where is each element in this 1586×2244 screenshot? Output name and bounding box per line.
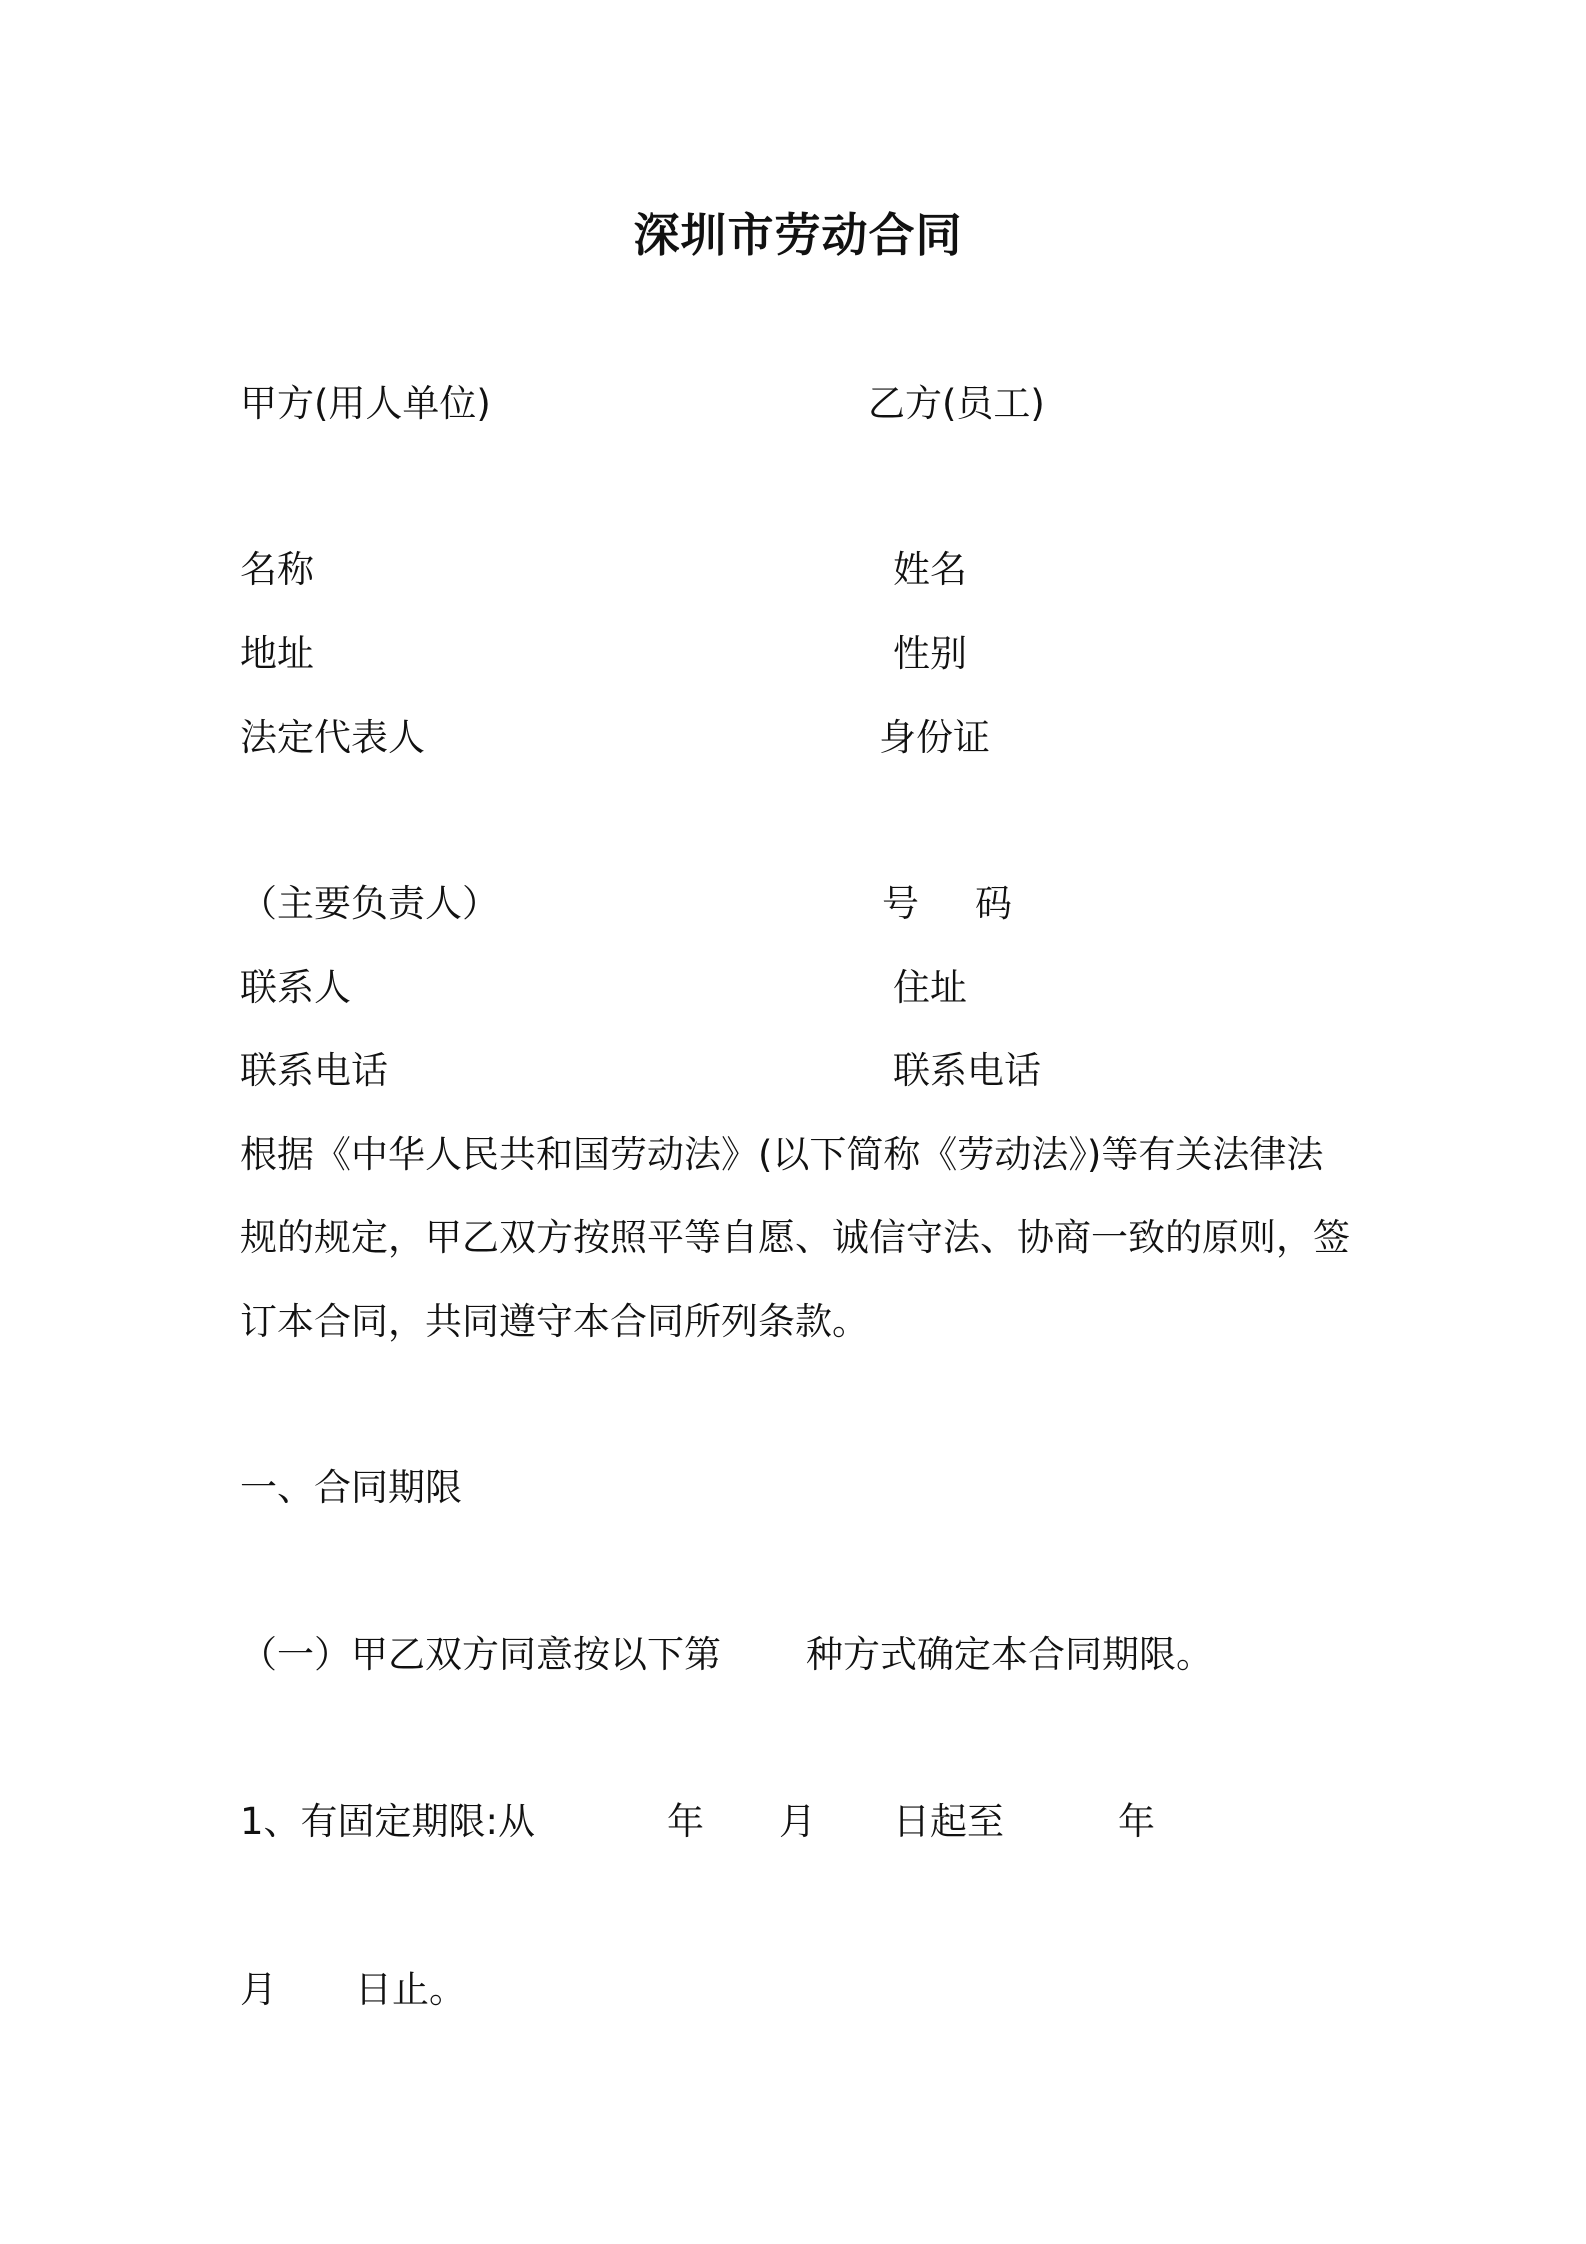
item-1-year1: 年	[667, 1800, 704, 1843]
item-1-month2: 月	[240, 1968, 277, 2011]
party-b-header: 乙方(员工)	[868, 382, 1045, 425]
item-1-day1: 日起至	[893, 1800, 1004, 1843]
party-a-principal-label: （主要负责人）	[240, 882, 499, 925]
party-a-contact-phone-label: 联系电话	[240, 1049, 388, 1092]
document-title: 深圳市劳动合同	[633, 208, 963, 262]
preamble-line-2: 规的规定，甲乙双方按照平等自愿、诚信守法、协商一致的原则，签	[240, 1216, 1350, 1259]
party-a-legal-rep-label: 法定代表人	[240, 716, 425, 759]
party-a-address-label: 地址	[240, 632, 314, 675]
clause-1-part1: （一）甲乙双方同意按以下第	[240, 1633, 721, 1676]
party-a-header: 甲方(用人单位)	[240, 382, 491, 425]
section-1-title: 一、合同期限	[240, 1466, 462, 1509]
party-b-residence-label: 住址	[893, 966, 967, 1009]
party-b-gender-label: 性别	[893, 632, 967, 675]
party-a-contact-person-label: 联系人	[240, 966, 351, 1009]
party-b-id-card-label: 身份证	[879, 716, 990, 759]
item-1-month1: 月	[779, 1800, 816, 1843]
party-b-contact-phone-label: 联系电话	[893, 1049, 1041, 1092]
clause-1-part2: 种方式确定本合同期限。	[806, 1633, 1213, 1676]
preamble-line-3: 订本合同，共同遵守本合同所列条款。	[240, 1300, 869, 1343]
preamble-line-1: 根据《中华人民共和国劳动法》(以下简称《劳动法》)等有关法律法	[240, 1133, 1324, 1176]
party-b-name-label: 姓名	[893, 548, 967, 591]
item-1-year2: 年	[1118, 1800, 1155, 1843]
item-1-label: 1、有固定期限:从	[240, 1800, 536, 1843]
party-b-id-number-ma: 码	[975, 882, 1012, 925]
item-1-day2: 日止。	[355, 1968, 466, 2011]
party-a-name-label: 名称	[240, 548, 314, 591]
party-b-id-number-hao: 号	[882, 882, 919, 925]
